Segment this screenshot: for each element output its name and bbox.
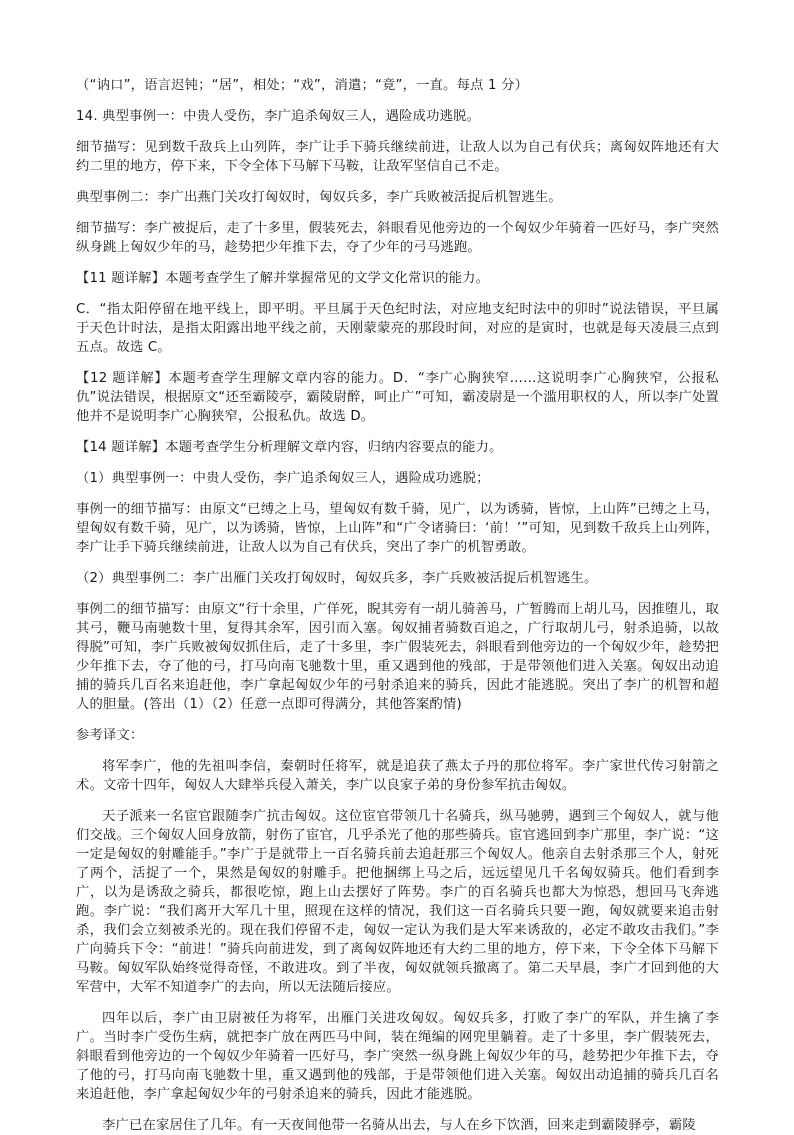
q14-explanation-heading: 【14 题详解】本题考查学生分析理解文章内容，归纳内容要点的能力。 xyxy=(76,440,503,455)
q12-explanation: 【12 题详解】本题考查学生理解文章内容的能力。D．“李广心胸狭窄……这说明李广心胸狭窄，公报私仇”说法错误，根据原文“还至霸陵亭，霸陵尉醉，呵止广”可知，霸凌尉是一个滥用职权的人，所以李广处置他并不是说明李广心胸狭窄，公报私仇。故选 D。 xyxy=(76,371,719,424)
q11-explanation-heading: 【11 题详解】本题考查学生了解并掌握常见的文学文化常识的能力。 xyxy=(76,271,490,286)
translation-paragraph-3: 四年以后，李广由卫尉被任为将军，出雁门关进攻匈奴。匈奴兵多，打败了李广的军队，并生擒了李广。当时李广受伤生病，就把李广放在两匹马中间，装在绳编的网兜里躺着。走了十多里，李广假装死去，斜眼看到他旁边的一个匈奴少年骑着一匹好马，李广突然一纵身跳上匈奴少年的马，趁势把少年推下去，夺了他的弓，打马向南飞驰数十里，重又遇到他的残部，于是带领他们进入关塞。匈奴出动追捕的骑兵几百名来追赶他，李广拿起匈奴少年的弓射杀追来的骑兵，因此才能逃脱。 xyxy=(76,1011,719,1102)
q14-point-two: （2）典型事例二：李广出雁门关攻打匈奴时，匈奴兵多，李广兵败被活捉后机智逃生。 xyxy=(76,571,598,586)
translation-paragraph-1: 将军李广，他的先祖叫李信，秦朝时任将军，就是追获了燕太子丹的那位将军。李广家世代传习射箭之术。文帝十四年，匈奴人大肆举兵侵入萧关，李广以良家子弟的身份参军抗击匈奴。 xyxy=(76,759,719,793)
q14-point-two-detail: 事例二的细节描写：由原文“行十余里，广佯死，睨其旁有一胡儿骑善马，广暂腾而上胡儿马，因推堕儿，取其弓，鞭马南驰数十里，复得其余军，因引而入塞。匈奴捕者骑数百追之，广行取胡儿弓，射杀追骑，以故得脱”可知，李广兵败被匈奴抓住后，走了十多里，李广假装死去，斜眼看到他旁边的一个匈奴少年，趁势把少年推下去，夺了他的弓，打马向南飞驰数十里，重又遇到他的残部，于是带领他们进入关塞。匈奴出动追捕的骑兵几百名来追赶他，李广拿起匈奴少年的弓射杀追来的骑兵，因此才能逃脱。突出了李广的机智和超人的胆量。(答出（1）（2）任意一点即可得满分，其他答案酌情) xyxy=(76,602,719,712)
answer-note-paragraph: （“讷口”，语言迟钝；“居”，相处；“戏”，消遣；“竟”，一直。每点 1 分） xyxy=(76,78,529,93)
translation-heading: 参考译文： xyxy=(76,728,144,743)
q14-point-one-detail: 事例一的细节描写：由原文“已缚之上马，望匈奴有数千骑，见广，以为诱骑，皆惊，上山阵”已缚之上马，望匈奴有数千骑，见广，以为诱骑，皆惊，上山阵”和“广令诸骑曰：‘前！’”可知，见到数千敌兵上山列阵，李广让手下骑兵继续前进，让敌人以为自己有伏兵，突出了李广的机智勇敢。 xyxy=(76,502,719,555)
q14-example-two: 典型事例二：李广出燕门关攻打匈奴时，匈奴兵多，李广兵败被活捉后机智逃生。 xyxy=(76,190,562,205)
q11-explanation-body: C．“指太阳停留在地平线上，即平明。平旦属于天色纪时法，对应地支纪时法中的卯时”说法错误，平旦属于天色计时法，是指太阳露出地平线之前，天刚蒙蒙亮的那段时间，对应的是寅时，也就是每天凌晨三点到五点。故选 C。 xyxy=(76,302,719,355)
q14-example-one: 14. 典型事例一：中贵人受伤，李广追杀匈奴三人，遇险成功逃脱。 xyxy=(76,109,481,124)
q14-point-one: （1）典型事例一：中贵人受伤，李广追杀匈奴三人，遇险成功逃脱； xyxy=(76,471,490,486)
translation-paragraph-2: 天子派来一名宦官跟随李广抗击匈奴。这位宦官带领几十名骑兵，纵马驰骋，遇到三个匈奴人，就与他们交战。三个匈奴人回身放箭，射伤了宦官，几乎杀光了他的那些骑兵。宦官逃回到李广那里，李广说：“这一定是匈奴的射雕能手。”李广于是就带上一百名骑兵前去追赶那三个匈奴人。他亲自去射杀那三个人，射死了两个，活捉了一个，果然是匈奴的射雕手。把他捆绑上马之后，远远望见几千名匈奴骑兵。他们看到李广，以为是诱敌之骑兵，都很吃惊，跑上山去摆好了阵势。李广的百名骑兵也都大为惊恐，想回马飞奔逃跑。李广说：“我们离开大军几十里，照现在这样的情况，我们这一百名骑兵只要一跑，匈奴就要来追击射杀，我们会立刻被杀光的。现在我们停留不走，匈奴一定认为我们是大军来诱敌的，必定不敢攻击我们。”李广向骑兵下令：“前进！”骑兵向前进发，到了离匈奴阵地还有大约二里的地方，停下来，下令全体下马解下马鞍。匈奴军队始终觉得奇怪，不敢进攻。到了半夜，匈奴就领兵撤离了。第二天早晨，李广才回到他的大军营中，大军不知道李广的去向，所以无法随后接应。 xyxy=(76,809,719,995)
document-page xyxy=(76,76,719,1135)
q14-detail-two: 细节描写：李广被捉后，走了十多里，假装死去，斜眼看见他旁边的一个匈奴少年骑着一匹好马，李广突然纵身跳上匈奴少年的马，趁势把少年推下去，夺了少年的弓马逃跑。 xyxy=(76,221,719,255)
q14-detail-one: 细节描写：见到数千敌兵上山列阵，李广让手下骑兵继续前进，让敌人以为自己有伏兵；离匈奴阵地还有大约二里的地方，停下来，下令全体下马解下马鞍，让敌军坚信自己不走。 xyxy=(76,140,719,174)
translation-paragraph-4: 李广已在家居住了几年。有一天夜间他带一名骑从出去，与人在乡下饮酒，回来走到霸陵驿亭，霸陵 xyxy=(102,1118,696,1133)
